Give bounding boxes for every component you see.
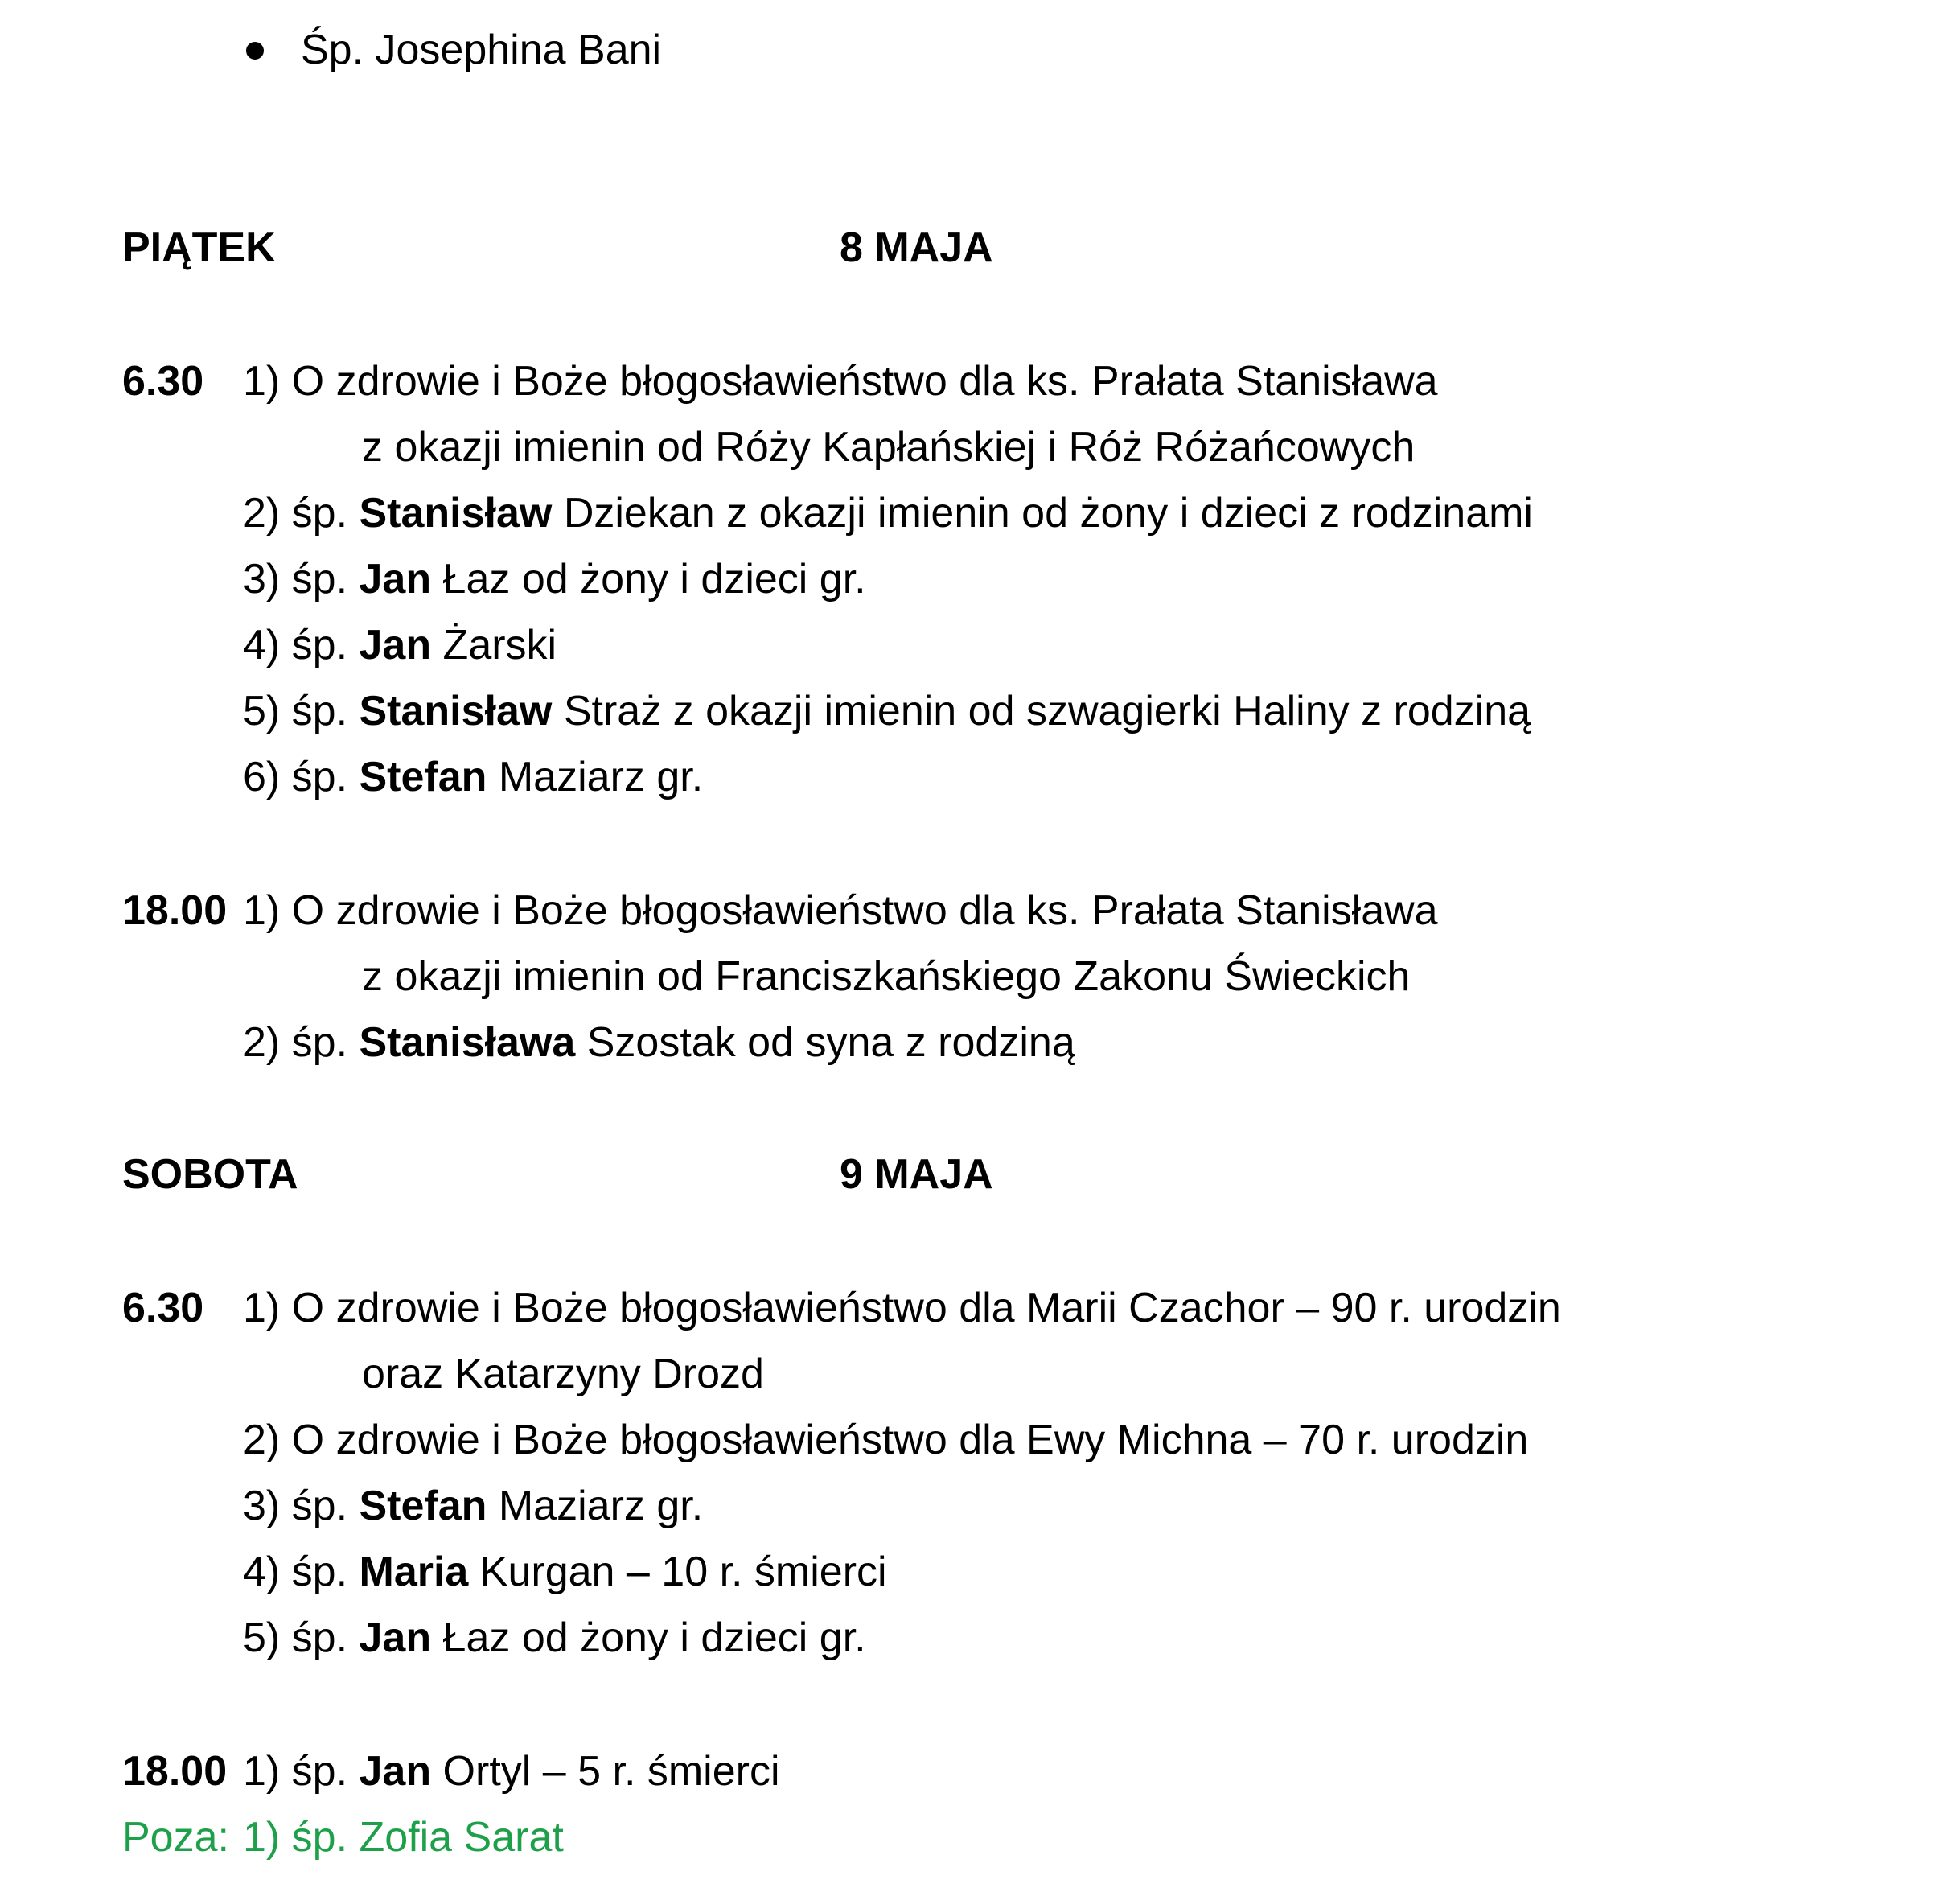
date-heading-friday: 8 MAJA	[840, 224, 993, 271]
day-heading-friday: PIĄTEK	[122, 224, 276, 271]
mass-time: 6.30	[122, 1285, 204, 1331]
extra-label: Poza:	[122, 1814, 229, 1861]
day-heading-saturday: SOBOTA	[122, 1151, 298, 1198]
mass-time: 18.00	[122, 887, 228, 934]
intention-line: 3) śp. Stefan Maziarz gr.	[243, 1483, 704, 1529]
bullet-icon	[246, 42, 264, 60]
extra-intention: 1) śp. Zofia Sarat	[243, 1814, 564, 1861]
intention-line: 4) śp. Jan Żarski	[243, 622, 557, 668]
intention-name: Stanisława	[359, 1019, 576, 1066]
intention-line: 1) O zdrowie i Boże błogosławieństwo dla ks. Prałata Stanisława	[243, 358, 1438, 405]
intention-line: 2) śp. Stanisława Szostak od syna z rodziną	[243, 1019, 1075, 1066]
intention-line: 5) śp. Stanisław Straż z okazji imienin od szwagierki Haliny z rodziną	[243, 688, 1531, 734]
date-heading-saturday: 9 MAJA	[840, 1151, 993, 1198]
intention-name: Jan	[359, 622, 432, 668]
mass-time: 18.00	[122, 1748, 228, 1795]
intention-name: Stefan	[359, 754, 487, 800]
intention-line: z okazji imienin od Róży Kapłańskiej i Róż Różańcowych	[362, 424, 1416, 471]
intention-name: Stanisław	[359, 688, 553, 734]
intention-line: 5) śp. Jan Łaz od żony i dzieci gr.	[243, 1614, 866, 1661]
intention-line: 1) śp. Jan Ortyl – 5 r. śmierci	[243, 1748, 780, 1795]
intention-line: 2) śp. Stanisław Dziekan z okazji imienin od żony i dzieci z rodzinami	[243, 490, 1533, 537]
intention-line: z okazji imienin od Franciszkańskiego Zakonu Świeckich	[362, 953, 1411, 1000]
intention-line: 3) śp. Jan Łaz od żony i dzieci gr.	[243, 556, 866, 603]
mass-time: 6.30	[122, 358, 204, 405]
intention-line: 1) O zdrowie i Boże błogosławieństwo dla ks. Prałata Stanisława	[243, 887, 1438, 934]
intention-line: 6) śp. Stefan Maziarz gr.	[243, 754, 704, 800]
bullet-item: Śp. Josephina Bani	[301, 27, 662, 73]
intention-line: oraz Katarzyny Drozd	[362, 1351, 764, 1397]
intention-line: 4) śp. Maria Kurgan – 10 r. śmierci	[243, 1549, 887, 1595]
intention-name: Maria	[359, 1549, 469, 1595]
intention-name: Stanisław	[359, 490, 553, 537]
intention-line: 1) O zdrowie i Boże błogosławieństwo dla Marii Czachor – 90 r. urodzin	[243, 1285, 1561, 1331]
intention-name: Jan	[359, 1614, 432, 1661]
intention-name: Stefan	[359, 1483, 487, 1529]
intention-name: Jan	[359, 1748, 432, 1795]
intention-name: Jan	[359, 556, 432, 603]
intention-line: 2) O zdrowie i Boże błogosławieństwo dla Ewy Michna – 70 r. urodzin	[243, 1417, 1529, 1463]
